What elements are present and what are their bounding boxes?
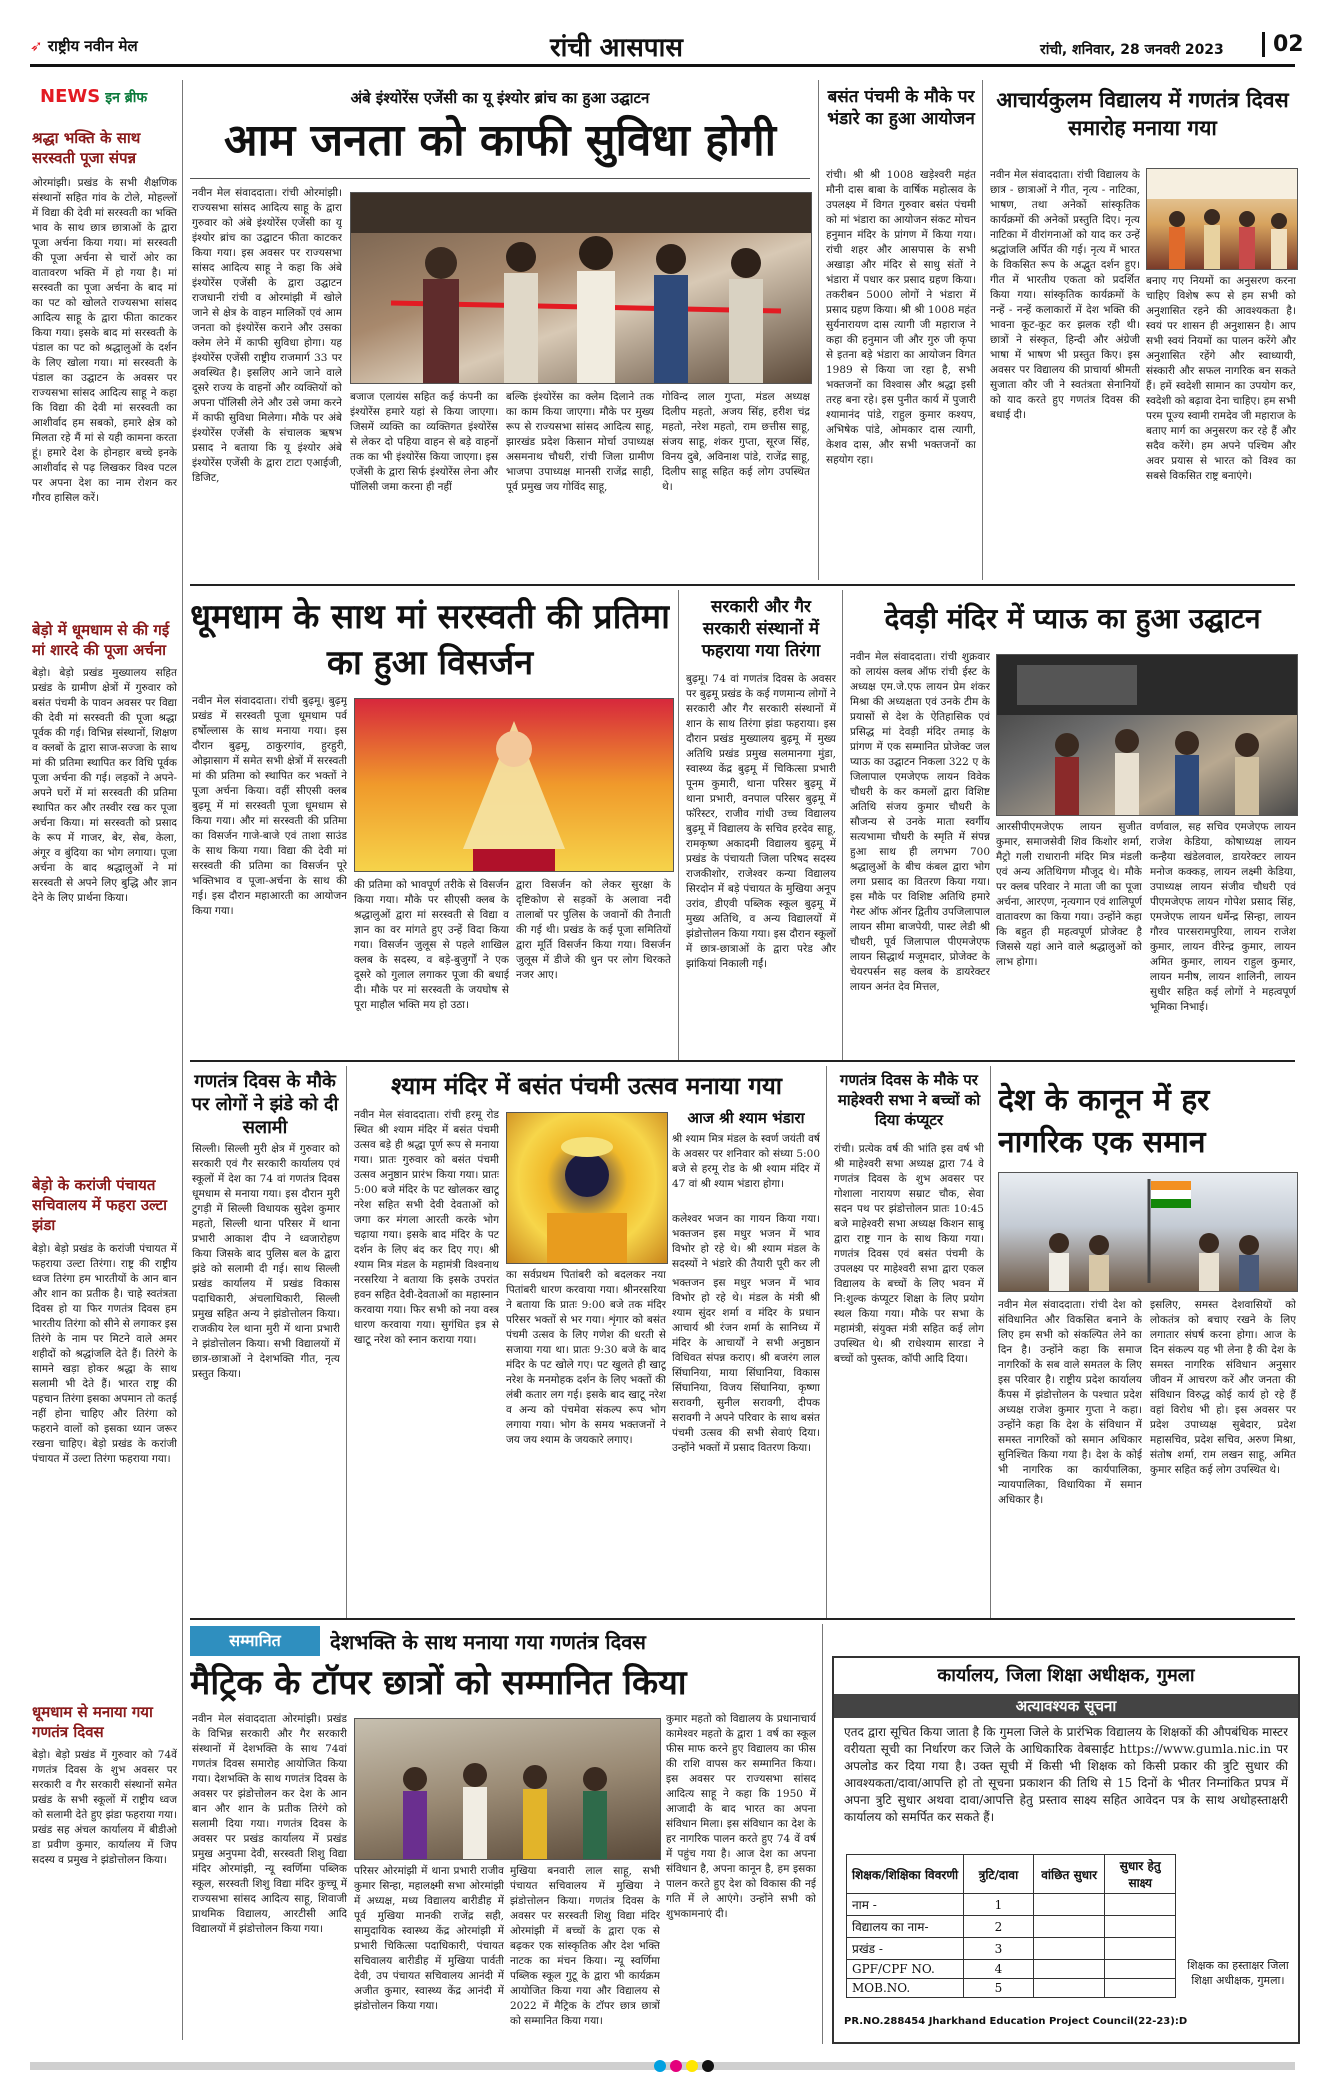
inauguration-photo <box>350 192 812 384</box>
shyam-headline: श्याम मंदिर में बसंत पंचमी उत्सव मनाया गया <box>391 1071 782 1100</box>
brief-4-title: धूमधाम से मनाया गया गणतंत्र दिवस <box>32 1703 153 1741</box>
shyam-col-2: का सर्वप्रथम पितांबरी को बदलकर नया पितांबरी धारण करवाया गया। श्रीनरसरिया ने बताया कि प्रातः 9:00 बजे तक मंदिर परिसर भक्तों से भर गया। शृंगार को बसंत पंचमी उत्सव के लिए गणेश की धरती से सजाया गया था। प्रातः 9:30 बजे के बाद मंदिर के पट खोले गए। पट खुलते ही खाटू नरेश के मनमोहक दर्शन के लिए भक्तों की लंबी कतार लग गई। इसके बाद खाटू नरेश व अन्य को पंचमेवा संकल्प रूप भोग लगाया गया। भोग के समय भक्तजनों ने जय जय श्याम के जयकारे लगाए। <box>506 1269 666 1446</box>
basant-headline: बसंत पंचमी के मौके पर भंडारे का हुआ आयोजन <box>827 87 975 129</box>
row-label: GPF/CPF NO. <box>847 1960 964 1979</box>
jhande-headline: गणतंत्र दिवस के मौके पर लोगों ने झंडे को दी सलामी <box>191 1071 339 1138</box>
shyam-col-3: भक्तजन इस मधुर भजन में भाव विभोर हो रहे थे। मंडल के मंत्री श्री श्याम सुंदर शर्मा व मंदिर के प्रधान आचार्य श्री रंजन शर्मा के सानिध्य में मंदिर के आचार्यों ने सभी अनुष्ठान विधिवत संपन्न कराए। श्री बजरंग लाल सिंघानिया, माया सिंघानिया, विकास सिंघानिया, विजय सिंघानिया, कृष्णा सरावगी, सुनील सरावगी, दीपक सरावगी ने अपने परिवार के साथ बसंत पंचमी उत्सव की सभी सेवाएं दिया। उन्होंने भक्तों में प्रसाद वितरण किया। <box>672 1277 820 1454</box>
shyam-bhandara-box <box>672 1108 820 1208</box>
lead-col-1: नवीन मेल संवाददाता। रांची ओरमांझी। राज्यसभा सांसद आदित्य साहू के द्वारा गुरुवार को अंबे इंश्योरेंस एजेंसी का यू इंश्योर ब्रांच का उद्घाटन फीता काटकर किया गया। इस अवसर पर राज्यसभा सांसद आदित्य साहू ने कहा कि अंबे इंश्योरेंस एजेंसी के द्वारा उद्घाटन राजधानी रांची व ओरमांझी में खोले जाने से क्षेत्र के वाहन मालिकों एवं आम जनता को इंश्योरेंस कराने और उसका क्लेम लेने में काफी सुविधा होगा। यह इंश्योरेंस एजेंसी राष्ट्रीय राजमार्ग 33 पर अवस्थित है। इसलिए आने जाने वाले दूसरे राज्य के वाहनों और व्यक्तियों को अपना पॉलिसी लेने और उसे जमा करने में काफी सुविधा मिलेगा। मौके पर अंबे इंश्योरेंस एजेंसी के संचालक ऋषभ प्रसाद ने बताया कि यू इंश्योर अंबे इंश्योरेंस एजेंसी के द्वारा टाटा एआईजी, डिजिट, <box>192 187 342 484</box>
notice-th-4: सुधार हेतु साक्ष्य <box>1105 1855 1176 1894</box>
devri-col-2: आरसीपीएमजेएफ लायन सुजीत कुमार, समाजसेवी शिव किशोर शर्मा, मैट्रो गली राधारानी मंदिर मित्र मंडली एवं अन्य अतिथिगण मौजूद थे। मौके पर क्लब परिवार ने माता जी का पूजा अर्चना, आरएण, नृत्यगान एवं शालिपूर्ण वातावरण का किया गया। उन्होंने कहा कि बहुत ही महत्वपूर्ण प्रोजेक्ट है जिससे यहां आने वाले श्रद्धालुओं को लाभ होगा। <box>996 821 1142 968</box>
page-number: 02 <box>1262 32 1304 57</box>
group-illustration <box>997 655 1297 815</box>
flag-hoisting-photo <box>998 1172 1298 1292</box>
notice-table-header <box>847 1855 1176 1894</box>
bird-icon: ➶ <box>30 37 43 55</box>
row-label: प्रखंड - <box>847 1938 964 1960</box>
row-cell <box>1105 1938 1176 1960</box>
shrine-illustration <box>507 1113 667 1263</box>
brief-1-title: श्रद्धा भक्ति के साथ सरस्वती पूजा संपन्न <box>32 129 141 167</box>
basant-body: रांची। श्री श्री 1008 खड़ेश्वरी महंत मौनी दास बाबा के वार्षिक महोत्सव के उपलक्ष्य में विगत गुरुवार बसंत पंचमी को मां भंडारा का आयोजन संकट मोचन हनुमान मंदिर के प्रांगण में किया गया। रांची शहर और आसपास के सभी अखाड़ा और मंदिर से साधु संतों ने भंडारा में पधार कर प्रसाद ग्रहण किया। तकरीबन 5000 लोगों ने भंडारा में प्रसाद ग्रहण किया। श्री श्री 1008 महंत सुर्यनारायण दास त्यागी जी महाराज ने कहा की हनुमान जी और गुरु जी कृपा से इतना बड़े भंडारा का आयोजन विगत 1989 से किया जा रहा है, सभी भक्तजनों का विश्वास और श्रद्धा इसी तरह बना रहे। इस पुनीत कार्य में पुजारी श्यामानंद पांडे, राहुल कुमार कश्यप, अभिषेक पांडे, ओमकार दास त्यागी, केशव दास, और सभी भक्तजनों का सहयोग रहा। <box>826 169 976 466</box>
shyam-box-more: कलेश्वर भजन का गायन किया गया। भक्तजन इस मधुर भजन में भाव विभोर हो रहे थे। श्री श्याम मंडल के सदस्यों ने भंडारे की तैयारी पूरी कर ली <box>672 1213 820 1270</box>
brief-4-body: बेड़ो। बेड़ो प्रखंड में गुरुवार को 74वें गणतंत्र दिवस के शुभ अवसर पर सरकारी व गैर सरकारी संस्थानों समेत प्रखंड के सभी स्कूलों में राष्ट्रीय ध्वज को सलामी देते हुए झंडा फहराया गया। प्रखंड सह अंचल कार्यालय में बीडीओ डा प्रवीण कुमार, कार्यालय में जिप सदस्य व प्रमुख ने झंडोत्तोलन किया। <box>32 1749 177 1866</box>
lead-headline: आम जनता को काफी सुविधा होगी <box>223 115 777 166</box>
brief-1-body: ओरमांझी। प्रखंड के सभी शैक्षणिक संस्थानों सहित गांव के टोले, मोहल्लों में विद्या की देवी मां सरस्वती का भक्ति भाव के साथ छात्र छात्राओं के द्वारा पूजा अर्चना किया गया। मां सरस्वती की पूजा अर्चना से चारों ओर का वातावरण भक्ति में हो गया है। मां सरस्वती का पूजा अर्चना के बाद मां का पट को खोलते राज्यसभा सांसद आदित्य साहू के द्वारा फीता काटकर किया गया। इसके बाद मां सरस्वती के पंडाल का पट को श्रद्धालुओं के दर्शन के लिए खोला गया। मां सरस्वती के पंडाल का उद्घाटन के अवसर पर राज्यसभा सांसद आदित्य साहू ने कहा कि विद्या की देवी मां सरस्वती का आशीर्वाद हम सबको, हमारे क्षेत्र को मिलता रहे मैं मां से यही कामना करता हूं। हमारे देश के होनहार बच्चे इनके आशीर्वाद से पढ़ लिखकर विश्व पटल पर अपना देश का नाम रोशन कर गौरव हासिल करें। <box>32 177 177 504</box>
table-row <box>847 1894 1176 1916</box>
acharya-col-1: नवीन मेल संवाददाता। रांची विद्यालय के छात्र - छात्राओं ने गीत, नृत्य - नाटिका, भाषण, तथा अनेकों सांस्कृतिक कार्यक्रमों की अनेकों प्रस्तुति दिए। नृत्य नाटिका में वीरांगनाओं को याद कर उन्हें श्रद्धांजलि अर्पित की गई। नृत्य में भारत के विकसित रूप के अद्भुत दर्शन हुए। गीत में भारतीय एकता को प्रदर्शित किया गया। सांस्कृतिक कार्यक्रमों के नन्हें - नन्हें कलाकारों में देश भक्ति की भावना कूट-कूट कर झलक रही थी। छात्रों ने संस्कृत, हिन्दी और अंग्रेजी भाषा में भाषण भी प्रस्तुत किए। इस अवसर पर विद्यालय की प्राचार्या श्रीमती सुजाता कौर जी ने स्वतंत्रता सेनानियों को याद करते हुए गणतंत्र दिवस की बधाई दी। <box>990 169 1140 421</box>
notice-signature: शिक्षक का हस्ताक्षर जिला शिक्षा अधीक्षक, गुमला। <box>1187 1959 1289 1987</box>
notice-title-bar <box>834 1694 1298 1718</box>
topper-felicitation-photo <box>354 1718 661 1860</box>
tiranga-body: बुढ़मू। 74 वां गणतंत्र दिवस के अवसर पर बुढ़मू प्रखंड के कई गणमान्य लोगों ने सरकारी और गैर सरकारी संस्थानों में शान के साथ तिरंगा झंडा फहराया। इस दौरान प्रखंड मुख्यालय बुढ़मू में मुख्य अतिथि प्रखंड प्रमुख सलमानगा मुंडा, स्वास्थ्य केंद्र बुढ़मू में चिकित्सा प्रभारी पूनम कुमारी, थाना परिसर बुढ़मू में थाना प्रभारी, वनपाल परिसर बुढ़मू में फॉरेस्टर, राजीव गांधी उच्च विद्यालय बुढ़मू में विद्यालय के सचिव हरदेव साहू, रामकृष्ण अकादमी विद्यालय बुढ़मू में प्रखंड के पंचायती जिला परिषद सदस्य राजकीशोर, राजेश्वर कन्या विद्यालय सिरदोन में बड़े पंचायत के मुखिया अनूप उरांव, डीएवी पब्लिक स्कूल बुढ़मू में मुख्य अतिथि, व अन्य विद्यालयों में झंडोत्तोलन किया गया। इस दौरान स्कूलों में छात्र-छात्राओं के द्वारा परेड और झांकियां निकाली गईं। <box>686 673 836 970</box>
visarjan-col-2: की प्रतिमा को भावपूर्ण तरीके से विसर्जन किया गया। मौके पर सीएसी क्लब के श्रद्धालुओं द्वारा मां सरस्वती से विद्या व ज्ञान का वर मांगते हुए उन्हें विदा किया गया। विसर्जन जुलूस से पहले शाखिल क्लब के सदस्य, व बड़े-बुजुर्गों ने एक दूसरे को गुलाल लगाकर पूजा की बधाई दी। मौके पर मां सरस्वती के जयघोष से पूरा माहौल भक्ति मय हो उठा। <box>354 879 509 1011</box>
row-label: नाम - <box>847 1894 964 1916</box>
pyau-inauguration-photo <box>996 654 1298 816</box>
table-row <box>847 1916 1176 1938</box>
sammanit-kicker: देशभक्ति के साथ मनाया गया गणतंत्र दिवस <box>330 1630 646 1654</box>
news-in-brief-badge <box>40 86 147 107</box>
row-no: 2 <box>964 1916 1034 1938</box>
sammanit-col-2: परिसर ओरमांझी में थाना प्रभारी राजीव कुमार सिन्हा, महालक्ष्मी सभा ओरमांझी में अध्यक्ष, मध्य विद्यालय बारीडीह में पूर्व मुखिया मानकी राजेंद्र सही, सामुदायिक स्वास्थ्य केंद्र ओरमांझी में प्रभारी चिकित्सा पदाधिकारी, पंचायत सचिवालय बारीडीह में मुखिया पार्वती देवी, उप पंचायत सचिवालय आनंदी में अजीत कुमार, स्वास्थ्य केंद्र आनंदी में झंडोत्तोलन किया गया। <box>354 1865 504 2012</box>
computer-body: रांची। प्रत्येक वर्ष की भांति इस वर्ष भी श्री माहेश्वरी सभा अध्यक्ष द्वारा 74 वे गणतंत्र दिवस के शुभ अवसर पर गोशाला नारायण सम्राट चौक, सेवा सदन पथ पर झंडोत्तोलन प्रातः 10:45 बजे माहेश्वरी सभा अध्यक्ष किशन साबू द्वारा राष्ट्र गान के साथ किया गया। गणतंत्र दिवस एवं बसंत पंचमी के उपलक्ष्य पर माहेश्वरी सभा द्वारा एकल विद्यालय के बच्चों के लिए भवन में नि:शुल्क कंप्यूटर शिक्षा के लिए प्रयोग स्थल किया गया। मौके पर सभा के महामंत्री, संयुक्त मंत्री सहित कई लोग उपस्थित थे। श्री राधेश्याम सारडा ने बच्चों को पुस्तक, कॉपी आदि दिया। <box>834 1143 984 1365</box>
devri-col-3: वर्णवाल, सह सचिव एमजेएफ लायन राजेश केडिया, कोषाध्यक्ष लायन कन्हैया खंडेलवाल, डायरेक्टर लायन मनोज कक्कड़, लायन लक्ष्मी केडिया, उपाध्यक्ष लायन संजीव चौधरी एवं पीएमजेएफ लायन गोपेश प्रसाद सिंह, एमजेएफ लायन धर्मेन्द्र सिन्हा, लायन गौरव पारसरामपुरिया, लायन राजेश कुमार, लायन वीरेन्द्र कुमार, लायन अमित कुमार, लायन राहुल कुमार, लायन मनीष, लायन शालिनी, लायन सुधीर सहित कई लोगों ने महत्वपूर्ण भूमिका निभाई। <box>1150 821 1296 1013</box>
row-no: 4 <box>964 1960 1034 1979</box>
stage-illustration <box>1147 169 1297 269</box>
flag-illustration <box>999 1173 1297 1291</box>
notice-body: एतद द्वारा सूचित किया जाता है कि गुमला जिले के प्रारंभिक विद्यालय के शिक्षकों की औपबंधिक मास्टर वरीयता सूची का निर्धारण कर जिले के आधिकारिक वेबसाईट https://www.gumla.nic.in पर अपलोड कर दिया गया है। उक्त सूची में किसी भी शिक्षक को किसी प्रकार की त्रुटि सुधार की आवश्यकता/दावा/आपत्ति हो तो सूचना प्रकाशन की तिथि से 15 दिनों के भीतर निम्नांकित प्रपत्र में अपना त्रुटि सुधार अथवा दावा/आपत्ति हेतु प्रस्ताव साक्ष्य सहित आवेदन पत्र के साथ अधोहस्ताक्षरी कार्यालय को समर्पित कर सकते हैं। <box>844 1725 1288 1824</box>
dateline: रांची, शनिवार, 28 जनवरी 2023 <box>1040 42 1224 58</box>
shyam-col-1: नवीन मेल संवाददाता। रांची हरमू रोड स्थित श्री श्याम मंदिर में बसंत पंचमी उत्सव बड़े ही श्रद्धा पूर्ण रूप से मनाया गया। प्रातः गुरुवार को बसंत पंचमी उत्सव अनुष्ठान प्रारंभ किया गया। प्रातः 5:00 बजे मंदिर के पट खोलकर खाटू नरेश सहित सभी देवी देवताओं को जगा कर मंगला आरती करके भोग चढ़ाया गया। इसके बाद मंदिर के पट दर्शन के लिए बंद कर दिए गए। श्री श्याम मित्र मंडल के महामंत्री विश्वनाथ नरसरिया ने बताया कि इसके उपरांत हवन सहित देवी-देवताओं का महास्नान करवाया गया। फिर सभी को नया वस्त्र धारण करवाया गया। सुगंधित इत्र से खाटू नरेश को स्नान कराया गया। <box>354 1109 499 1346</box>
section-title: रांची आसपास <box>550 33 683 63</box>
lead-col-4: गोविन्द लाल गुप्ता, मंडल अध्यक्ष दिलीप महतो, अजय सिंह, हरीश चंद्र महतो, नरेश महतो, राम छत्तीस साहू, संजय साहू, शंकर गुप्ता, सूरज सिंह, विनय दुबे, अविनाश पांडे, राजेंद्र साहू, दिलीप साहू सहित कई लोग उपस्थित थे। <box>662 391 810 493</box>
tiranga-headline: सरकारी और गैर सरकारी संस्थानों में फहराया गया तिरंगा <box>701 597 821 661</box>
saraswati-idol-photo <box>354 698 674 872</box>
kanoon-col-1: नवीन मेल संवाददाता। रांची देश को संविधानित और विकसित बनाने के लिए हम सभी को संकल्पित लेने का दिन है। उन्होंने कहा कि समाज नागरिकों के सब वाले समतल के लिए इस परिवार है। राष्ट्रीय प्रदेश कार्यालय कैंपस में झंडोत्तोलन के पश्चात प्रदेश अध्यक्ष राजेश कुमार गुप्ता ने कहा। उन्होंने कहा कि देश के संविधान में समस्त नागरिकों को समान अधिकार सुनिश्चित किया गया है। देश के कोई भी नागरिक का कार्यपालिका, न्यायपालिका, विधायिका में समान अधिकार है। <box>998 1299 1142 1506</box>
visarjan-col-3: द्वारा विसर्जन को लेकर सुरक्षा के दृष्टिकोण से सड़कों के अलावा नदी तालाबों पर पुलिस के जवानों की तैनाती की गई थी। प्रखंड के कई पूजा समितियों द्वारा मूर्ति विसर्जन किया गया। विसर्जन जुलूस में डीजे की धुन पर लोग थिरकते नजर आए। <box>516 879 671 981</box>
row-label: विद्यालय का नाम- <box>847 1916 964 1938</box>
shyam-box-body: श्री श्याम मित्र मंडल के स्वर्ण जयंती वर्ष के अवसर पर शनिवार को संध्या 5:00 बजे से हरमू रोड के श्री श्याम मंदिर में 47 वां श्री श्याम भंडारा होगा। <box>672 1133 820 1190</box>
devri-col-1: नवीन मेल संवाददाता। रांची शुक्रवार को लायंस क्लब ऑफ रांची ईस्ट के अध्यक्ष एम.जे.एफ लायन प्रेम शंकर मिश्रा की अध्यक्षता एवं उनके टीम के प्रयासों से देश के ऐतिहासिक एवं प्रसिद्ध मां देवड़ी मंदिर तमाड़ के प्रांगण में एक सम्मानित प्रोजेक्ट जल प्याऊ का उद्घाटन निकला 322 ए के जिलापाल एमजेएफ लायन विवेक चौधरी के कर कमलों द्वारा विशिष्ट अतिथि संजय कुमार चौधरी के सौजन्य से उनके माता स्वर्गीय सत्यभामा चौधरी के स्मृति में संपन्न हुआ साथ ही लगभग 700 श्रद्धालुओं के बीच कंबल द्वारा भोग लगा प्रसाद का वितरण किया गया। इस मौके पर विशिष्ट अतिथि हमारे गेस्ट ऑफ ऑनर द्वितीय उपजिलापाल लायन सीमा बाजपेयी, पास्ट लेडी श्री चौधरी, पूर्व जिलापाल पीएमजेएफ लायन सिद्धार्थ मजूमदार, प्रोजेक्ट के चेयरपर्सन सह क्लब के डायरेक्टर लायन अनंत देव मित्तल, <box>850 651 990 993</box>
notice-pr-number: PR.NO.288454 Jharkhand Education Project Council(22-23):D <box>844 2016 1188 2027</box>
notice-title: अत्यावश्यक सूचना <box>1015 1697 1117 1715</box>
lead-kicker: अंबे इंश्योरेंस एजेंसी का यू इंश्योर ब्रांच का हुआ उद्घाटन <box>350 89 650 107</box>
sammanit-col-3: मुखिया बनवारी लाल साहू, सभी पंचायत सचिवालय में मुखिया ने झंडोत्तोलन किया। गणतंत्र दिवस के अवसर पर सरस्वती शिशु विद्या मंदिर ओरमांझी में बच्चों के द्वारा एक से बढ़कर एक सांस्कृतिक और देश भक्ति नाटक का मंचन किया। न्यू स्वर्णिमा पब्लिक स्कूल गुटू के द्वारा भी कार्यक्रम आयोजित किया गया और विद्यालय से 2022 में मैट्रिक के टॉपर छात्र छात्रों को सम्मानित किया गया। <box>510 1865 660 2027</box>
visarjan-col-1: नवीन मेल संवाददाता। रांची बुढ़मू। बुढ़मू प्रखंड में सरस्वती पूजा धूमधाम पर्व हर्षोल्लास के साथ मनाया गया। इस दौरान बुढ़मू, ठाकुरगांव, हुरहुरी, ओझासाग में समेत सभी क्षेत्रों में सरस्वती मां की प्रतिमा को स्थापित कर भक्तों ने पूजा अर्चना किया। वहीं सीएसी क्लब बुढ़मू में मां सरस्वती पूजा धूमधाम से किया गया। और मां सरस्वती की प्रतिमा का विसर्जन गाजे-बाजे एवं ताशा साउंड के साथ किया गया। विद्या की देवी मां सरस्वती की प्रतिमा का विसर्जन पूरे भक्तिभाव व पूजा-अर्चना के साथ की गई। इस दौरान महाआरती का आयोजन किया गया। <box>192 695 347 917</box>
notice-th-1: शिक्षक/शिक्षिका विवरणी <box>847 1855 964 1894</box>
brief-label: इन ब्रीफ <box>105 90 148 106</box>
visarjan-headline: धूमधाम के साथ मां सरस्वती की प्रतिमा का हुआ विसर्जन <box>190 597 670 683</box>
devri-headline: देवड़ी मंदिर में प्याऊ का हुआ उद्घाटन <box>884 602 1261 635</box>
school-event-photo <box>1146 168 1298 270</box>
kanoon-col-2: इसलिए, समस्त देशवासियों को लोकतंत्र को बचाए रखने के लिए लगातार संघर्ष करना होगा। आज के दिन संकल्प यह भी लेना है की देश के समस्त नागरिक संविधान अनुसार जीवन में आचरण करें और जनता की संविधान विरुद्ध कोई कार्य हो रहे हैं वहां विरोध भी हो। इस अवसर पर प्रदेश उपाध्यक्ष सुबेदार, प्रदेश महासचिव, प्रदेश सचिव, अरुण मिश्रा, संतोष शर्मा, राम लखन साहू, अमित कुमार सहित कई लोग उपस्थित थे। <box>1150 1299 1296 1476</box>
row-cell <box>1033 1916 1105 1938</box>
lead-col-3: बल्कि इंश्योरेंस का क्लेम दिलाने तक का काम किया जाएगा। मौके पर मुख्य रूप से राज्यसभा सांसद आदित्य साहू, झारखंड प्रदेश किसान मोर्चा उपाध्यक्ष असमनाथ चौधरी, रांची जिला ग्रामीण भाजपा उपाध्यक्ष मानसी राजेंद्र साही, पूर्व प्रमुख जय गोविंद साहू, <box>506 391 654 493</box>
khatu-shyam-photo <box>506 1112 668 1264</box>
table-row <box>847 1979 1176 1998</box>
idol-illustration <box>355 699 673 871</box>
ribbon-cutting-illustration <box>351 193 811 383</box>
row-cell <box>1033 1894 1105 1916</box>
brief-3-body: बेड़ो। बेड़ो प्रखंड के करांजी पंचायत में फहराया उल्टा तिरंगा। राष्ट्र की राष्ट्रीय ध्वज तिरंगा हम भारतीयों के आन बान और शान का प्रतीक है। चाहे स्वतंत्रता दिवस हो या फिर गणतंत्र दिवस हम भारतीय तिरंगा को सीने से लगाकर इस तिरंगे के नाम पर मिटने वाले अमर शहीदों को श्रद्धांजलि देते हैं। तिरंगे के सामने खड़ा होकर श्रद्धा के साथ सलामी भी देते हैं। भारत राष्ट्र की पहचान तिरंगा इसका अपमान तो कतई नहीं होना चाहिए और तिरंगा को फहराने वालों को इसका ध्यान जरूर रखना चाहिए। बेड़ो प्रखंड के करांजी पंचायत में उल्टा तिरंगा फहराया गया। <box>32 1243 177 1465</box>
news-label: NEWS <box>40 86 101 107</box>
sammanit-col-1: नवीन मेल संवाददाता ओरमांझी। प्रखंड के विभिन्न सरकारी और गैर सरकारी संस्थानों में देशभक्ति के साथ 74वां गणतंत्र दिवस समारोह आयोजित किया गया। देशभक्ति के साथ गणतंत्र दिवस के अवसर पर झंडोत्तोलन कर देश के आन बान और शान के प्रतीक तिरंगे को सलामी दिया गया। गणतंत्र दिवस के अवसर पर प्रखंड कार्यालय में प्रखंड प्रमुख अनुपमा देवी, सरस्वती शिशु विद्या मंदिर ओरमांझी, न्यू स्वर्णिमा पब्लिक स्कूल, सरस्वती शिशु विद्या मंदिर कुच्चू में राज्यसभा सांसद आदित्य साहू, शिवाजी प्राथमिक विद्यालय, आरटीसी आदि विद्यालयों में झंडोत्तोलन किया गया। <box>192 1713 347 1935</box>
row-label: MOB.NO. <box>847 1979 964 1998</box>
kanoon-headline: देश के कानून में हर नागरिक एक समान <box>998 1083 1210 1160</box>
acharya-col-2: बनाए गए नियमों का अनुसरण करना चाहिए विशेष रूप से हम सभी को अनुशासित रहने की आवश्यकता है। स्वयं पर शासन ही अनुशासन है। आप सभी स्वयं नियमों का पालन करेंगे और अनुशासित रहेंगे और स्वाध्यायी, संस्कारी और सफल नागरिक बन सकते हैं। हमें स्वदेशी सामान का उपयोग कर, स्वदेशी को बढ़ावा देना चाहिए। हम सभी परम पूज्य स्वामी रामदेव जी महाराज के बताए मार्ग का अनुसरण कर रहे हैं और सदैव करेंगे। हम अपने पश्चिम और अवर प्रयास से भारत को विश्व का सबसे विकसित राष्ट्र बनाएंगे। <box>1146 275 1296 482</box>
paper-logo: ➶ राष्ट्रीय नवीन मेल <box>30 37 138 55</box>
row-cell <box>1105 1960 1176 1979</box>
shyam-box-title: आज श्री श्याम भंडारा <box>687 1109 805 1127</box>
notice-th-2: त्रुटि/दावा <box>964 1855 1034 1894</box>
acharya-headline: आचार्यकुलम विद्यालय में गणतंत्र दिवस समारोह मनाया गया <box>996 87 1289 140</box>
table-row <box>847 1938 1176 1960</box>
color-registration-bar <box>30 2058 1295 2072</box>
brief-3-title: बेड़ो के करांजी पंचायत सचिवालय में फहरा उल्टा झंडा <box>32 1176 168 1234</box>
sammanit-headline: मैट्रिक के टॉपर छात्रों को सम्मानित किया <box>190 1663 687 1703</box>
table-row <box>847 1960 1176 1979</box>
row-cell <box>1033 1979 1105 1998</box>
notice-th-3: वांछित सुधार <box>1033 1855 1105 1894</box>
row-no: 1 <box>964 1894 1034 1916</box>
education-notice <box>832 1656 1300 2044</box>
row-cell <box>1105 1894 1176 1916</box>
sammanit-tag: सम्मानित <box>190 1626 320 1656</box>
jhande-body: सिल्ली। सिल्ली मुरी क्षेत्र में गुरुवार को सरकारी एवं गैर सरकारी कार्यालय एवं स्कूलों में देश का 74 वां गणतंत्र दिवस धूमधाम से मनाया गया। इस दौरान मुरी टुगड़ी में सिल्ली विधायक सुदेश कुमार महतो, सिल्ली थाना परिसर में थाना प्रभारी आकाश दीप ने ध्वजारोहण किया जिसके बाद पुलिस बल के द्वारा झंडे को सलामी दी गई। साथ सिल्ली प्रखंड कार्यालय में प्रखंड विकास पदाधिकारी, अंचलाधिकारी, सिल्ली प्रमुख सहित अन्य ने झंडोत्तोलन किया। राजकीय रेल थाना मुरी में थाना प्रभारी ने झंडोत्तोलन किया। सभी विद्यालयों में छात्र-छात्राओं ने देशभक्ति गीत, नृत्य प्रस्तुत किया। <box>192 1143 340 1380</box>
row-cell <box>1033 1938 1105 1960</box>
notice-office: कार्यालय, जिला शिक्षा अधीक्षक, गुमला <box>937 1665 1195 1686</box>
masthead <box>30 28 1304 63</box>
row-no: 5 <box>964 1979 1034 1998</box>
row-cell <box>1105 1979 1176 1998</box>
row-cell <box>1033 1960 1105 1979</box>
row-no: 3 <box>964 1938 1034 1960</box>
sammanit-col-4: कुमार महतो को विद्यालय के प्रधानाचार्य कामेश्वर महतो के द्वारा 1 वर्ष का स्कूल फीस माफ करने हुए विद्यालय का फीस की राशि वापस कर सम्मानित किया। इस अवसर पर राज्यसभा सांसद आदित्य साहू ने कहा कि 1950 में आजादी के बाद भारत का अपना संविधान मिला। इस संविधान का देश के हर नागरिक पालन करते हुए 74 वें वर्ष में पहुंच गया है। आज देश का अपना संविधान है, अपना कानून है, हम इसका पालन करते हुए देश को विकास की नई गति में ले आएंगे। उन्होंने सभी को शुभकामनाएं दी। <box>666 1713 816 1920</box>
computer-headline: गणतंत्र दिवस के मौके पर माहेश्वरी सभा ने बच्चों को दिया कंप्यूटर <box>837 1071 981 1129</box>
felicitation-illustration <box>355 1719 660 1859</box>
brief-2-title: बेड़ो में धूमधाम से की गई मां शारदे की पूजा अर्चना <box>32 621 170 659</box>
brief-2-body: बेड़ो। बेड़ो प्रखंड मुख्यालय सहित प्रखंड के ग्रामीण क्षेत्रों में गुरुवार को बसंत पंचमी के पावन अवसर पर विद्या की देवी मां सरस्वती की पूजा श्रद्धा पूर्वक की गई। विभिन्न संस्थानों, शिक्षण व क्लबों के द्वारा साज-सज्जा के साथ मां की प्रतिमा स्थापित कर विधि पूर्वक पूजा अर्चना की गई। लड़कों ने अपने-अपने घरों में मां सरस्वती की प्रतिमा स्थापित कर और तस्वीर रख कर पूजा अर्चना किया। मां सरस्वती को प्रसाद के रूप में गाजर, बेर, सेब, केला, अंगूर व बुंदिया का भोग लगाया। पूजा अर्चना के बाद श्रद्धालुओं ने मां सरस्वती से अपने लिए बुद्धि और ज्ञान देने के लिए प्रार्थना किया। <box>32 667 177 904</box>
notice-table <box>846 1854 1176 1998</box>
row-cell <box>1105 1916 1176 1938</box>
lead-col-2: बजाज एलायंस सहित कई कंपनी का इंश्योरेंस हमारे यहां से किया जाएगा। जिसमें व्यक्ति का व्यक्तिगत इंश्योरेंस से लेकर दो पहिया वाहन से बड़े वाहनों तक का भी इंश्योरेंस किया जाएगा। इस एजेंसी के द्वारा सिर्फ इंश्योरेंस लेना और पॉलिसी जमा करना ही नहीं <box>350 391 498 493</box>
registration-marks <box>30 2059 1295 2073</box>
